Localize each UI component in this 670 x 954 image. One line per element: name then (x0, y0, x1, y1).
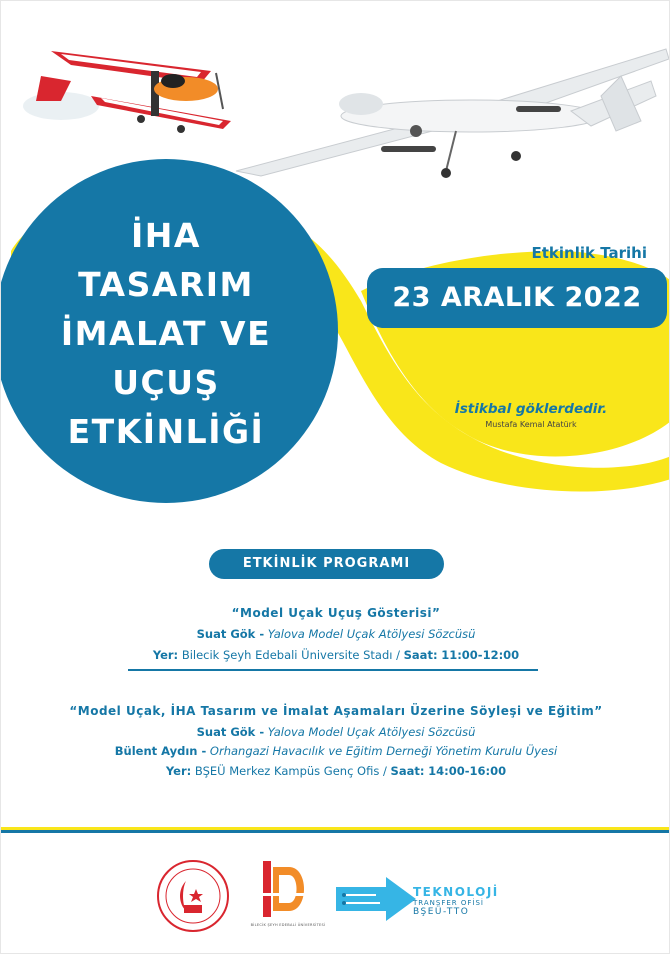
speaker-role: Yalova Model Uçak Atölyesi Sözcüsü (267, 725, 476, 739)
place-label: Yer: (165, 764, 192, 778)
title-line: ETKİNLİĞİ (67, 412, 265, 451)
place-value: BŞEÜ Merkez Kampüs Genç Ofis (194, 764, 380, 778)
title-line: İHA (131, 216, 201, 255)
session-1-title (1, 606, 670, 620)
session-divider (128, 669, 538, 671)
place-value: Bilecik Şeyh Edebali Üniversite Stadı (181, 648, 393, 662)
drone-icon (236, 49, 669, 178)
title-line: TASARIM (78, 265, 254, 304)
time-label: Saat: (390, 764, 425, 778)
university-caption: BİLECİK ŞEYH EDEBALİ ÜNİVERSİTESİ (250, 923, 326, 927)
speaker-role: Yalova Model Uçak Atölyesi Sözcüsü (267, 627, 476, 641)
quote (421, 401, 641, 429)
time-label: Saat: (403, 648, 438, 662)
separator: / (396, 648, 400, 662)
quote-author: Mustafa Kemal Atatürk (485, 420, 577, 429)
session-2-place (1, 764, 670, 778)
tto-text (413, 885, 513, 917)
speaker-name: Bülent Aydın - (114, 744, 207, 758)
tto-line-2: TRANSFER OFİSİ (413, 899, 484, 907)
event-date: 23 ARALIK 2022 (367, 268, 667, 328)
tto-line-3: BŞEÜ-TTO (413, 907, 470, 917)
program-heading: ETKİNLİK PROGRAMI (209, 549, 444, 579)
title-line: UÇUŞ (112, 363, 220, 402)
session-title: “Model Uçak Uçuş Gösterisi” (231, 606, 441, 620)
time-value: 14:00-16:00 (428, 764, 507, 778)
date-label: Etkinlik Tarihi (531, 244, 647, 262)
session-title: “Model Uçak, İHA Tasarım ve İmalat Aşamaları Üzerine Söyleşi ve Eğitim” (69, 704, 603, 718)
session-1-place (1, 648, 670, 662)
background-graphics (1, 1, 670, 954)
event-title (21, 211, 311, 456)
quote-text: İstikbal göklerdedir. (454, 401, 608, 417)
speaker-name: Suat Gök - (196, 627, 265, 641)
place-label: Yer: (152, 648, 179, 662)
time-value: 11:00-12:00 (441, 648, 520, 662)
session-1-speaker (1, 627, 670, 641)
speaker-name: Suat Gök - (196, 725, 265, 739)
tto-arrow-icon (336, 877, 416, 921)
session-2-title (1, 704, 670, 718)
session-2-speaker-2 (1, 744, 670, 758)
title-line: İMALAT VE (60, 314, 272, 353)
aerobatic-plane-icon (23, 51, 231, 133)
tto-line-1: TEKNOLOJİ (413, 885, 499, 899)
ministry-seal-icon (156, 859, 230, 933)
separator: / (383, 764, 387, 778)
speaker-role: Orhangazi Havacılık ve Eğitim Derneği Yönetim Kurulu Üyesi (209, 744, 558, 758)
university-logo-icon (259, 859, 317, 933)
session-2-speaker-1 (1, 725, 670, 739)
